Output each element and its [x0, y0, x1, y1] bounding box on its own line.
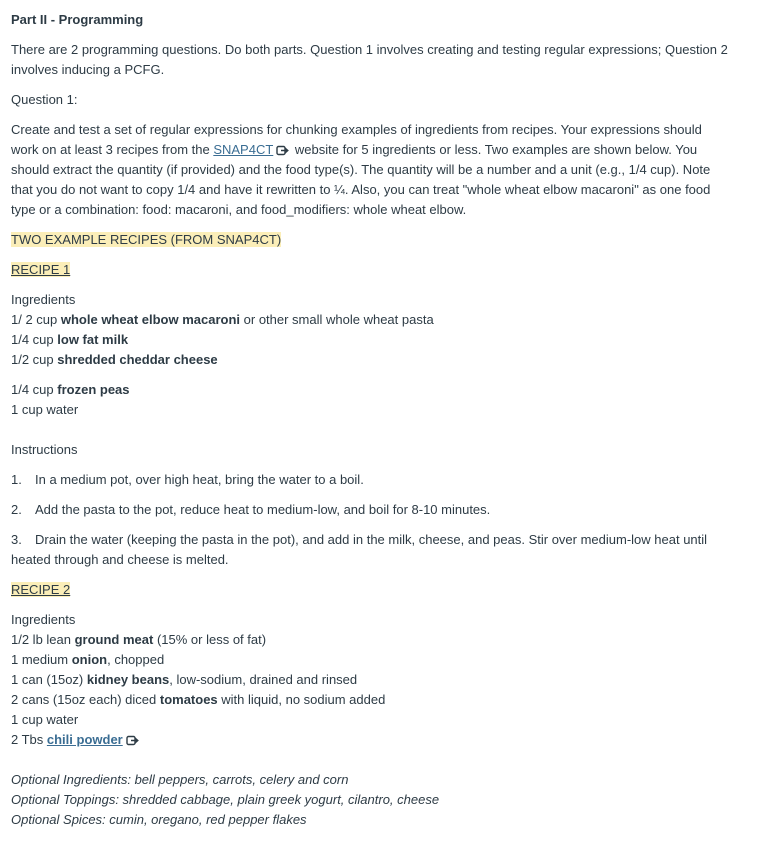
question-paragraph	[11, 120, 731, 220]
ingredient-food: low fat milk	[57, 332, 129, 347]
optional-toppings: Optional Toppings: shredded cabbage, plain greek yogurt, cilantro, cheese	[11, 792, 440, 807]
recipe2-ingredient	[11, 670, 731, 690]
optional-spices: Optional Spices: cumin, oregano, red pepper flakes	[11, 812, 307, 827]
ingredient-food: onion	[71, 652, 108, 667]
examples-heading	[11, 230, 731, 250]
external-link-icon	[276, 144, 289, 156]
optional-ingredients: Optional Ingredients: bell peppers, carrots, celery and corn	[11, 772, 349, 787]
question-text-end: website for 5 ingredients or less. Two examples are shown below. You should extract the quantity (if provided) and the food type(s). The quantity will be a number and a unit (e.g., 1/4 cup). Note that you do not want to copy 1/4 and have it rewritten to ¼. Also, you can treat "whole wheat elbow macaroni" as one food type or a combination: food: macaroni, and food_modifiers: whole wheat elbow.	[11, 142, 711, 217]
instruction-step	[11, 530, 731, 570]
ingredient-rest: (15% or less of fat)	[153, 632, 267, 647]
step-text: Drain the water (keeping the pasta in the pot), and add in the milk, cheese, and peas. Stir over medium-low heat until heated through and cheese is melted.	[11, 532, 708, 567]
recipe1-title	[11, 260, 731, 280]
ingredient-rest: , low-sodium, drained and rinsed	[169, 672, 358, 687]
ingredient-qty: 1 cup water	[11, 402, 79, 417]
step-number: 1.	[11, 472, 22, 487]
recipe1-ingredient	[11, 380, 731, 400]
part-title: Part II - Programming	[11, 12, 144, 27]
ingredient-food: frozen peas	[57, 382, 130, 397]
external-link-icon	[126, 734, 139, 746]
question-label: Question 1:	[11, 92, 78, 107]
chili-powder-link[interactable]: chili powder	[46, 732, 123, 747]
question-text-start: Create and test a set of regular expressions for chunking examples of ingredients from recipes. Your expressions should work on at least 3 recipes from the	[11, 122, 702, 157]
ingredient-qty: 1/2 lb lean	[11, 632, 75, 647]
recipe2-ingredients-label: Ingredients	[11, 612, 76, 627]
ingredient-qty: 1/ 2 cup	[11, 312, 61, 327]
ingredient-food: ground meat	[74, 632, 154, 647]
ingredient-rest: with liquid, no sodium added	[217, 692, 386, 707]
recipe2-ingredient	[11, 630, 731, 650]
ingredient-qty: 1/4 cup	[11, 382, 58, 397]
step-text: In a medium pot, over high heat, bring the water to a boil.	[35, 472, 364, 487]
ingredient-food: shredded cheddar cheese	[57, 352, 218, 367]
ingredient-qty: 2 cans (15oz each) diced	[11, 692, 160, 707]
step-text: Add the pasta to the pot, reduce heat to medium-low, and boil for 8-10 minutes.	[35, 502, 491, 517]
recipe1-ingredient	[11, 350, 731, 370]
instruction-step	[11, 500, 731, 520]
ingredient-rest: , chopped	[107, 652, 165, 667]
recipe2-ingredient	[11, 690, 731, 710]
ingredient-qty: 1/4 cup	[11, 332, 58, 347]
recipe1-ingredients-label: Ingredients	[11, 292, 76, 307]
ingredient-food: tomatoes	[159, 692, 218, 707]
recipe1-ingredient	[11, 330, 731, 350]
ingredient-qty: 1 can (15oz)	[11, 672, 87, 687]
ingredient-food: kidney beans	[86, 672, 170, 687]
ingredient-rest: or other small whole wheat pasta	[240, 312, 434, 327]
recipe2-title-text: RECIPE 2	[11, 582, 71, 597]
step-number: 2.	[11, 502, 22, 517]
recipe1-ingredient	[11, 310, 731, 330]
ingredient-qty: 1/2 cup	[11, 352, 58, 367]
examples-heading-text: TWO EXAMPLE RECIPES (FROM SNAP4CT)	[11, 232, 282, 247]
recipe1-instructions-label: Instructions	[11, 442, 78, 457]
recipe2-ingredient	[11, 730, 731, 750]
instruction-step	[11, 470, 731, 490]
ingredient-qty: 2 Tbs	[11, 732, 47, 747]
snap4ct-link[interactable]: SNAP4CT	[213, 142, 274, 157]
ingredient-food: whole wheat elbow macaroni	[60, 312, 241, 327]
ingredient-qty: 1 medium	[11, 652, 72, 667]
recipe2-ingredient	[11, 710, 731, 730]
intro-paragraph: There are 2 programming questions. Do both parts. Question 1 involves creating and testing regular expressions; Question 2 involves inducing a PCFG.	[11, 42, 728, 77]
recipe2-title	[11, 580, 731, 600]
recipe2-ingredient	[11, 650, 731, 670]
step-number: 3.	[11, 532, 22, 547]
ingredient-qty: 1 cup water	[11, 712, 79, 727]
recipe1-ingredient	[11, 400, 731, 420]
recipe1-title-text: RECIPE 1	[11, 262, 71, 277]
